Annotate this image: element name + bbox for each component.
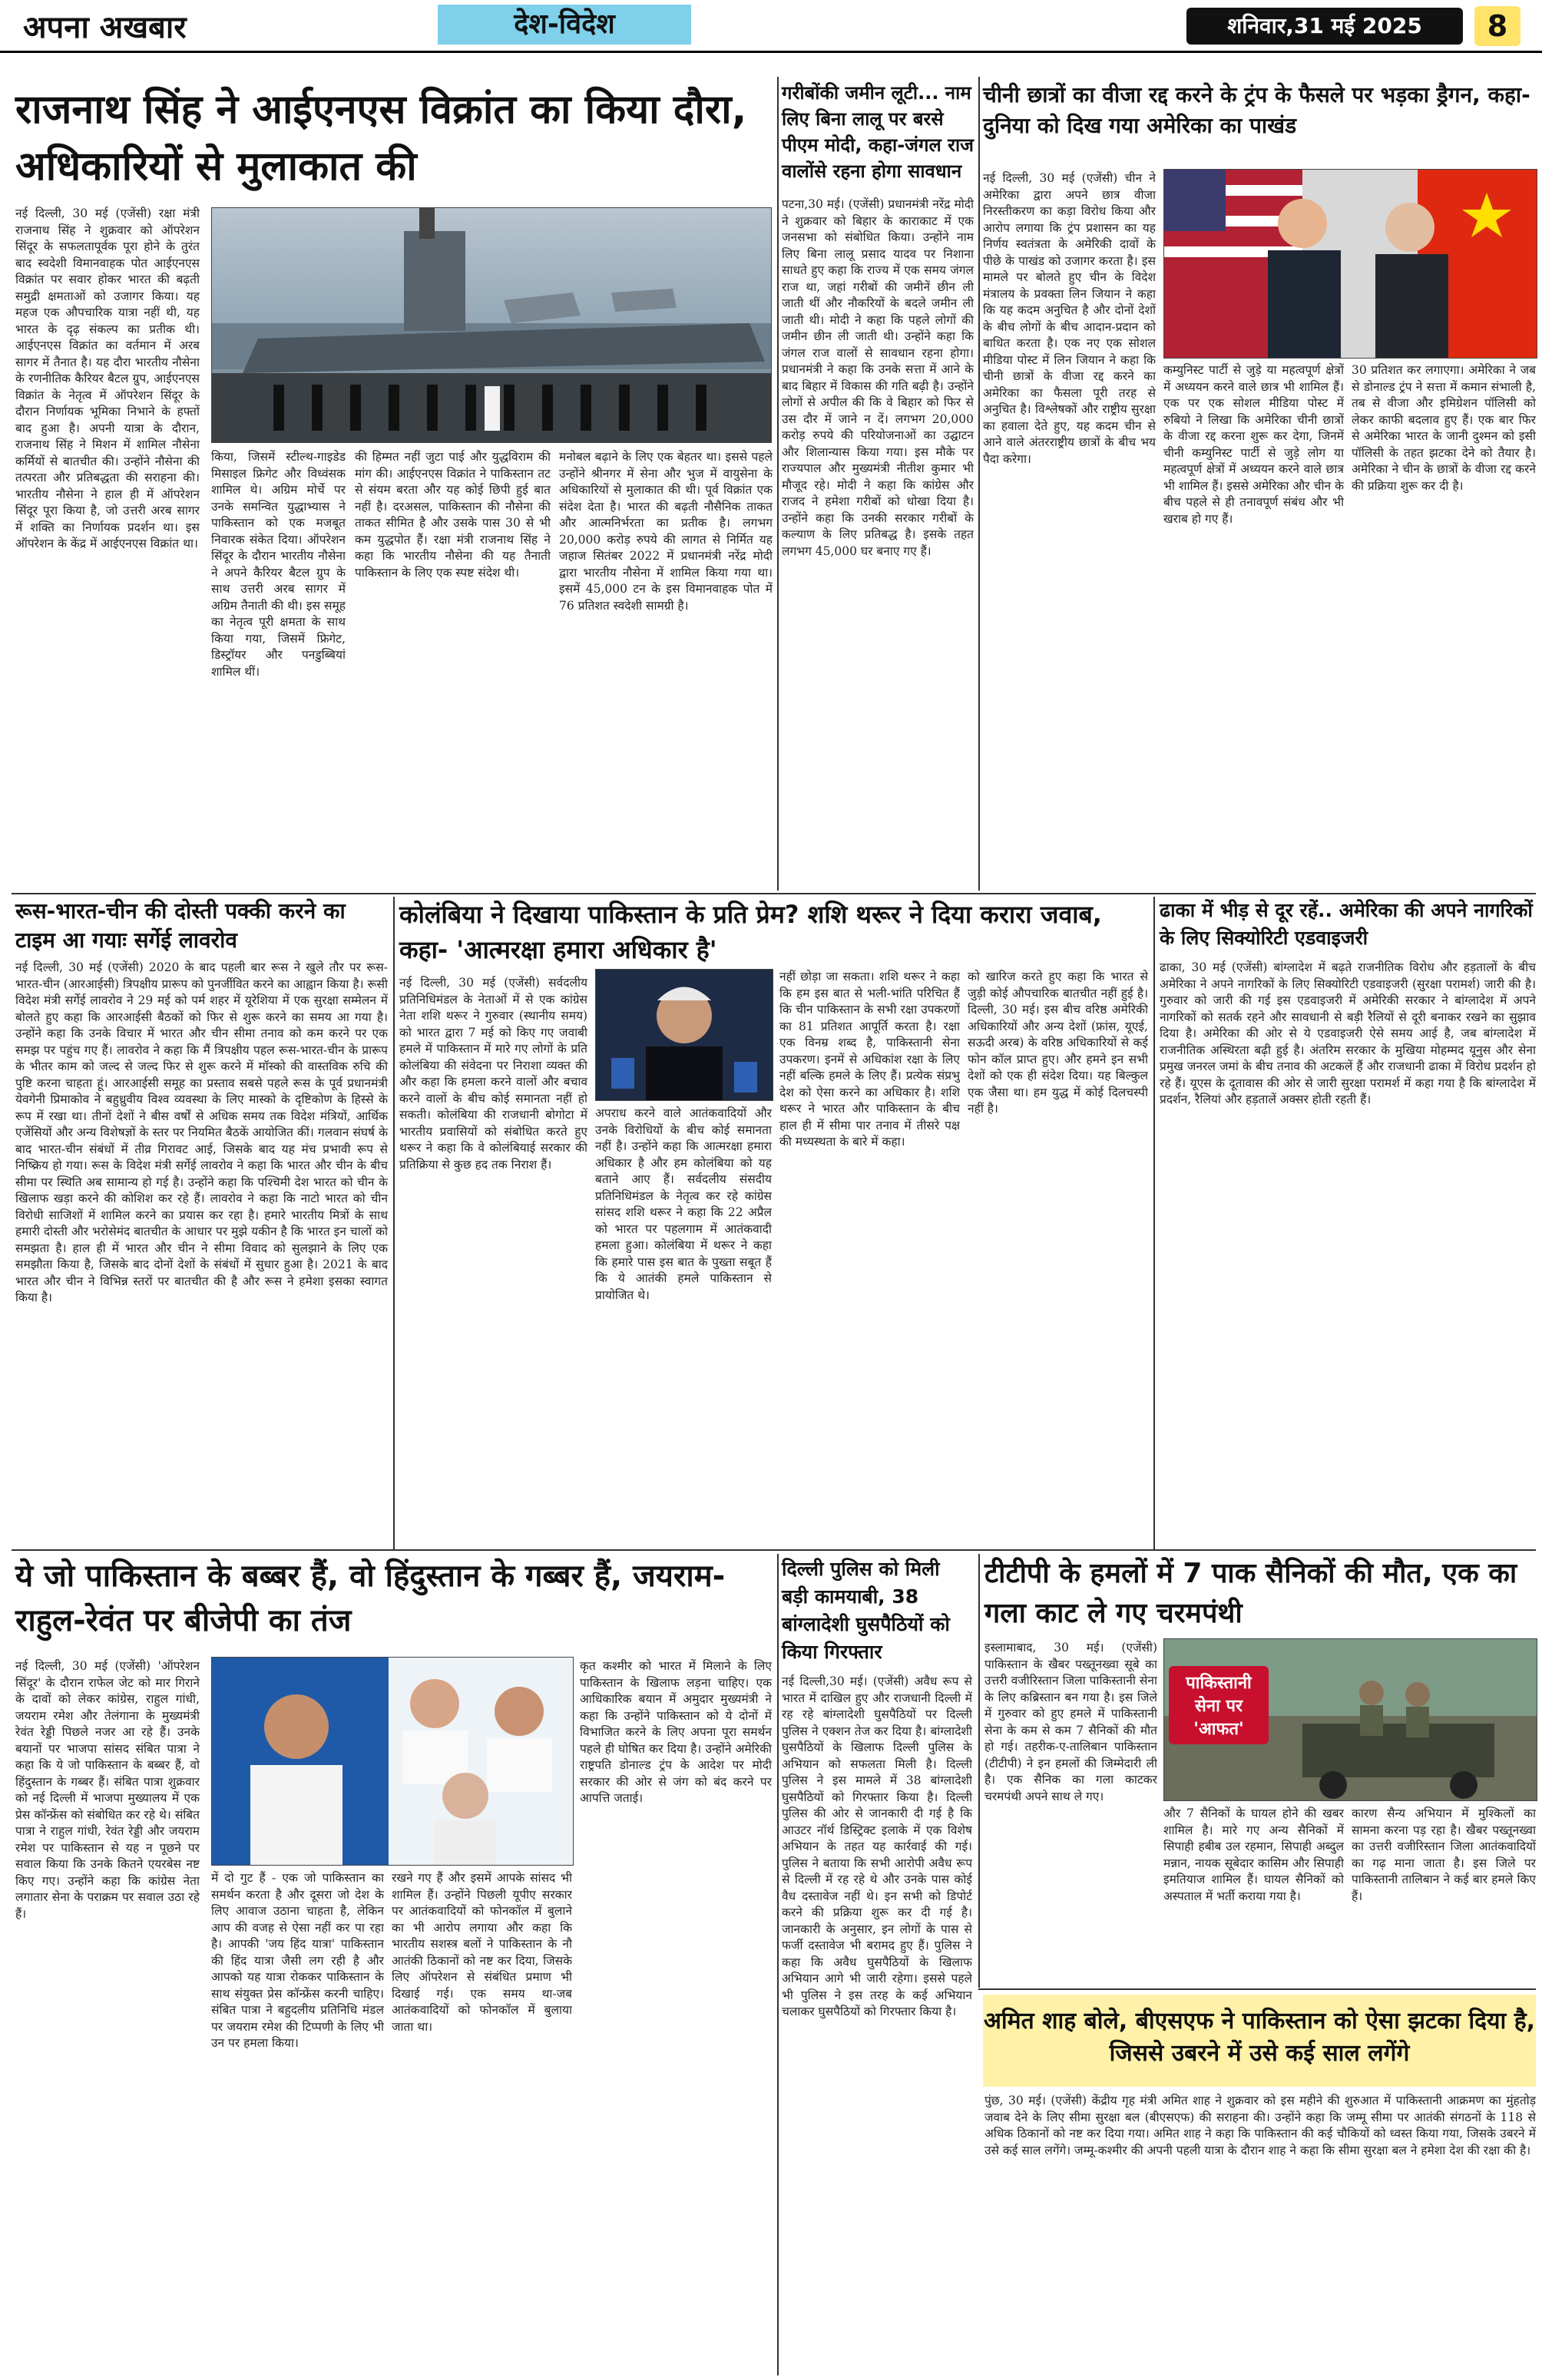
russia-text: नई दिल्ली, 30 मई (एजेंसी) 2020 के बाद पहली बार रूस ने खुले तौर पर रूस-भारत-चीन (आरआईसी) त्रिपक्षीय प्रारूप को पुनर्जीवित करने का आह्वान किया है। रूसी विदेश मंत्री सर्गेई लावरोव ने 29 मई को पर्म शहर में यूरेशिया में एक सुरक्षा सम्मेलन में बोलते हुए कहा कि आरआईसी बैठकों को फिर से शुरू करने का समय आ गया है। उन्होंने कहा कि उनके विचार में भारत और चीन सीमा तनाव को कम करने पर एक समझ पर पहुंच गए हैं। लावरोव ने कहा कि मैं त्रिपक्षीय पहल रूस-भारत-चीन के प्रारूप के भीतर काम को जल्द से जल्द फिर से शुरू करने में मॉस्को की वास्तविक रुचि की पुष्टि करना चाहता हूं। आरआईसी समूह का प्रस्ताव सबसे पहले रूस के पूर्व प्रधानमंत्री येवगेनी प्रिमाकोव ने बहुध्रुवीय विश्व व्यवस्था के लिए मास्को के दृष्टिकोण के हिस्से के रूप में रखा था। तीनों देशों ने बीस वर्षों से अधिक समय तक विदेश मंत्रियों, आर्थिक एजेंसियों और अन्य विशेषज्ञों के स्तर पर नियमित बैठकें आयोजित कीं। गलवान संघर्ष के बाद भारत-चीन संबंधों में तीव्र गिरावट आई, जिसके बाद यह मंच प्रभावी रूप से निष्क्रिय हो गया। रूस के विदेश मंत्री सर्गेई लावरोव ने कहा कि भारत और चीन के बीच सीमा पर स्थिति अब सामान्य हो गई है। उन्होंने कहा कि पश्चिमी देश भारत को चीन के खिलाफ खड़ा करने की कोशिश कर रहे हैं। लावरोव ने कहा कि नाटो भारत को चीन विरोधी साजिशों में शामिल करने का प्रयास कर रहा है। हमारे भारतीय मित्रों के साथ हमारी दोस्ती और भरोसेमंद बातचीत के आधार पर मुझे यकीन है कि भारत इन चालों को समझता है। हाल ही में भारत और चीन ने सीमा विवाद को सुलझाने के लिए एक समझौता किया है, जिसके बाद दोनों देशों के संबंधों में सुधार हुआ है। 2021 के बाद भारत और चीन ने विभिन्न स्तरों पर बातचीत की है और रूस ने हमेशा इसका स्वागत किया है। — [15, 960, 388, 1304]
dhaka-text-2: ढाका, 30 मई (एजेंसी) बांग्लादेश में बढ़ते राजनीतिक विरोध और हड़तालों के बीच अमेरिका ने अपने नागरिकों के लिए सिक्योरिटी एडवाइजरी (सुरक्षा परामर्श) जारी की है। गुरुवार को जारी की गई इस एडवाइजरी में अमेरिकी सरकार ने बांग्लादेश में अपने नागरिकों को सतर्क रहने और सावधानी से बड़ी रैलियों से दूरी बनाकर रखने का सुझाव दिया है। अमेरिका की ओर से ये एडवाइजरी ऐसे समय आई है, जब बांग्लादेश में राजनीतिक अस्थिरता बढ़ी हुई है। अंतरिम सरकार के मुखिया मोहम्मद यूनुस और सेना प्रमुख जनरल जमां के बीच तनाव की अटकलें हैं और राजधानी ढाका में विरोध प्रदर्शन हो रहे हैं। यूएस के दूतावास की ओर से जारी सुरक्षा परामर्श में कहा गया है कि बांग्लादेश में प्रदर्शन, रैलियां और हड़तालें अक्सर होती रहती हैं। — [1160, 960, 1536, 1106]
trump-xi-photo — [1163, 169, 1537, 359]
page-number: 8 — [1474, 6, 1520, 46]
headline-rajnath: राजनाथ सिंह ने आईएनएस विक्रांत का किया दौरा, अधिकारियों से मुलाकात की — [15, 87, 747, 190]
headline-china: चीनी छात्रों का वीजा रद्द करने के ट्रंप के फैसले पर भड़का ड्रैगन, कहा- दुनिया को दिख गया अमेरिका का पाखंड — [983, 82, 1530, 138]
jairam-text-1: नई दिल्ली, 30 मई (एजेंसी) 'ऑपरेशन सिंदूर' के दौरान राफेल जेट को मार गिराने के दावों को लेकर कांग्रेस, राहुल गांधी, जयराम रमेश और तेलंगाना के मुख्यमंत्री रेवंत रेड्डी पिछले नजर आ रहे हैं। उनके बयानों पर भाजपा सांसद संबित पात्रा ने कहा कि ये जो पाकिस्तान के बब्बर हैं, वो हिंदुस्तान के गब्बर हैं। संबित पात्रा शुक्रवार को नई दिल्ली में भाजपा मुख्यालय में एक प्रेस कॉन्फ्रेंस को संबोधित कर रहे थे। संबित पात्रा ने राहुल गांधी, रेवंत रेड्डी और जयराम रमेश पर पाकिस्तान से यह न पूछने पर सवाल किया कि उनके कितने एयरबेस नष्ट किए गए। उन्होंने कहा कि कांग्रेस नेता लगातार सेना के पराक्रम पर सवाल उठा रहे हैं। — [15, 1659, 200, 1921]
photo-caption-badge: पाकिस्तानी सेना पर 'आफत' — [1169, 1666, 1269, 1744]
jairam-text-3: रखने गए हैं और इसमें आपके सांसद भी शामिल हैं। उन्होंने पिछली यूपीए सरकार पर आतंकवादियों को फोनकॉल में बुलाने का भी आरोप लगाया और कहा कि भारतीय सशस्त्र बलों ने पाकिस्तान के नौ आतंकी ठिकानों को नष्ट कर दिया, जिसके लिए ऑपरेशन से संबंधित प्रमाण भी दिखाई गई। एक समय था-जब आतंकवादियों को फोनकॉल में बुलाया जाता था। — [392, 1871, 572, 2034]
carrier-photo — [211, 207, 772, 443]
tharoor-text-3: नहीं छोड़ा जा सकता। शशि थरूर ने कहा कि हम इस बात से भली-भांति परिचित हैं कि चीन पाकिस्तान के सभी रक्षा उपकरणों का 81 प्रतिशत आपूर्ति करता है। रक्षा एक विनम्र शब्द है, पाकिस्तानी सेना उपकरण। इनमें से अधिकांश रक्षा के लिए नहीं बल्कि हमले के लिए हैं। प्रत्येक संप्रभु देश को ऐसा करने का अधिकार है। शशि थरूर ने भारत और पाकिस्तान के बीच हाल ही में सीमा पार तनाव में तीसरे पक्ष की मध्यस्थता के बारे में कहा। — [779, 970, 960, 1149]
headline-ttp: टीटीपी के हमलों में 7 पाक सैनिकों की मौत, एक का गला काट ले गए चरमपंथी — [984, 1558, 1517, 1629]
politicians-illustration — [212, 1658, 573, 1865]
ttp-text-2: और 7 सैनिकों के घायल होने की खबर शामिल है। मारे गए अन्य सैनिकों में सिपाही हबीब उल रहमान, सिपाही अब्दुल मन्नान, नायक सूबेदार कासिम और सिपाही इमतियाज शामिल हैं। घायल सैनिकों को अस्पताल में भर्ती कराया गया है। — [1163, 1806, 1344, 1903]
headline-jairam: ये जो पाकिस्तान के बब्बर हैं, वो हिंदुस्तान के गब्बर हैं, जयराम-राहुल-रेवंत पर बीजेपी का तंज — [15, 1559, 726, 1638]
rajnath-text-3: की हिम्मत नहीं जुटा पाई और युद्धविराम की मांग की। आईएनएस विक्रांत ने पाकिस्तान तट से संयम बरता और यह कोई छिपी हुई बात नहीं है। दरअसल, पाकिस्तान की नौसेना की ताकत सीमित है और उसके पास 30 से भी कम युद्धपोत हैं। रक्षा मंत्री राजनाथ सिंह ने कहा कि भारतीय नौसेना की यह तैनाती पाकिस्तान के लिए एक स्पष्ट संदेश थी। — [355, 450, 551, 580]
section-label: देश-विदेश — [438, 5, 691, 45]
headline-tharoor: कोलंबिया ने दिखाया पाकिस्तान के प्रति प्रेम? शशि थरूर ने दिया करारा जवाब, कहा- 'आत्मरक्षा हमारा अधिकार है' — [399, 900, 1102, 964]
china-text-3: 30 प्रतिशत कर लगाएगा। अमेरिका ने जब से डोनाल्ड ट्रंप ने सत्ता में कमान संभाली है, तब से वीजा और इमिग्रेशन पॉलिसी को लेकर काफी बदलाव हुए हैं। एक बार फिर से अमेरिका भारत के जानी दुश्मन को इसी पॉलिसी के तहत झटका देने को तैयार है। अमेरिका ने चीन के छात्रों के वीजा रद्द करने की प्रक्रिया शुरू कर दी है। — [1352, 363, 1536, 493]
jairam-text-2: में दो गुट हैं - एक जो पाकिस्तान का समर्थन करता है और दूसरा जो देश के लिए आवाज उठाना चाहता है, लेकिन आप की वजह से ऐसा नहीं कर पा रहा है। आपकी 'जय हिंद यात्रा' पाकिस्तान की हिंद यात्रा जैसी लग रही है और आपको यह यात्रा रोककर पाकिस्तान के साथ संयुक्त प्रेस कॉन्फ्रेंस करनी चाहिए। संबित पात्रा ने बहुदलीय प्रतिनिधि मंडल पर जयराम रमेश की टिप्पणी के लिए भी उन पर हमला किया। — [211, 1871, 384, 2050]
headline-shah: अमित शाह बोले, बीएसएफ ने पाकिस्तान को ऐसा झटका दिया है, जिससे उबरने में उसे कई साल लगेंगे — [983, 2008, 1536, 2067]
newspaper-brand: अपना अखबार — [23, 10, 187, 45]
headline-delhi: दिल्ली पुलिस को मिली बड़ी कामयाबी, 38 बांग्लादेशी घुसपैठियों को किया गिरफ्तार — [782, 1558, 950, 1663]
tharoor-text-2: अपराध करने वाले आतंकवादियों और उनके विरोधियों के बीच कोई समानता नहीं है। उन्होंने कहा कि आत्मरक्षा हमारा अधिकार है और हम कोलंबिया को यह बताने आए हैं। सर्वदलीय संसदीय प्रतिनिधिमंडल के नेतृत्व कर रहे कांग्रेस सांसद शशि थरूर ने कहा कि 22 अप्रैल को भारत पर पहलगाम में आतंकवादी हमला हुआ। कोलंबिया में थरूर ने कहा कि हमारे पास इस बात के पुख्ता सबूत हैं कि ये आतंकी हमले पाकिस्तान से प्रायोजित थे। — [595, 1106, 772, 1302]
dhaka-text-1: को खारिज करते हुए कहा कि भारत से जुड़ी कोई औपचारिक बातचीत नहीं हुई है। दिल्ली, 30 मई। इस बीच वरिष्ठ अमेरिकी अधिकारियों और अन्य देशों (फ्रांस, यूएई, सऊदी अरब) के वरिष्ठ अधिकारियों से कई फोन कॉल प्राप्त हुए। और हमने इन सभी देशों को एक ही संदेश दिया। यह बिल्कुल एक जैसा था। हम युद्ध में कोई दिलचस्पी नहीं है। — [968, 970, 1148, 1116]
shah-text: पुंछ, 30 मई। (एजेंसी) केंद्रीय गृह मंत्री अमित शाह ने शुक्रवार को इस महीने की शुरुआत में पाकिस्तानी आक्रमण का मुंहतोड़ जवाब देने के लिए सीमा सुरक्षा बल (बीएसएफ) की सराहना की। उन्होंने कहा कि जम्मू सीमा पर आतंकी संगठनों के 118 से अधिक ठिकानों को नष्ट कर दिया गया। अमित शाह ने कहा कि पाकिस्तान की कई चौकियों को ध्वस्त किया गया, जिसके उबरने में उसे कई साल लगेंगे। जम्मू-कश्मीर की अपनी पहली यात्रा के दौरान शाह ने कहा कि सीमा सुरक्षा बल ने हमेशा देश की रक्षा की है। — [984, 2094, 1536, 2157]
tharoor-text-1: नई दिल्ली, 30 मई (एजेंसी) सर्वदलीय प्रतिनिधिमंडल के नेताओं में से एक कांग्रेस नेता शशि थरूर ने गुरुवार (स्थानीय समय) को भारत द्वारा 7 मई को किए गए जवाबी हमले में पाकिस्तान में मारे गए लोगों के प्रति कोलंबिया की संवेदना पर निराशा व्यक्त की और कहा कि हमला करने वालों और बचाव करने वालों के बीच कोई समानता नहीं हो सकती। कोलंबिया की राजधानी बोगोटा में भारतीय प्रवासियों को संबोधित करते हुए थरूर ने कहा कि वे कोलंबियाई सरकार की प्रतिक्रिया से कुछ हद तक निराश हैं। — [399, 976, 587, 1172]
delhi-text: नई दिल्ली,30 मई। (एजेंसी) अवैध रूप से भारत में दाखिल हुए और राजधानी दिल्ली में रह रहे बांग्लादेशी घुसपैठियों पर दिल्ली पुलिस ने एक्शन तेज कर दिया है। बांग्लादेशी घुसपैठियों के खिलाफ दिल्ली पुलिस के अभियान को सफलता मिली है। दिल्ली पुलिस ने इस मामले में 38 बांग्लादेशी घुसपैठियों को गिरफ्तार किया है। दिल्ली पुलिस की ओर से जानकारी दी गई है कि आउटर नॉर्थ डिस्ट्रिक्ट इलाके में एक विशेष अभियान के तहत यह कार्रवाई की गई। पुलिस ने बताया कि सभी आरोपी अवैध रूप से दिल्ली में रह रहे थे और उनके पास कोई वैध दस्तावेज नहीं थे। इन सभी को डिपोर्ट करने की प्रक्रिया शुरू कर दी गई है। जानकारी के अनुसार, इन लोगों के पास से फर्जी दस्तावेज भी बरामद हुए हैं। पुलिस ने कहा कि अवैध घुसपैठियों के खिलाफ अभियान आगे भी जारी रहेगा। इससे पहले भी पुलिस ने इस तरह के कई अभियान चलाकर घुसपैठियों को गिरफ्तार किया है। — [782, 1674, 972, 2018]
tharoor-photo — [595, 969, 773, 1101]
headline-russia: रूस-भारत-चीन की दोस्ती पक्की करने का टाइम आ गयाः सर्गेई लावरोव — [15, 898, 346, 953]
shah-headline-box — [983, 1995, 1536, 2087]
lalu-text: पटना,30 मई। (एजेंसी) प्रधानमंत्री नरेंद्र मोदी ने शुक्रवार को बिहार के काराकाट में एक जनसभा को संबोधित किया। उन्होंने नाम लिए बिना लालू प्रसाद यादव पर निशाना साधते हुए कहा कि राज्य में एक समय जंगल राज था, जहां गरीबों की जमीनें छीन ली जाती थीं और नौकरियों के बदले जमीन ली जाती थी। मोदी ने कहा कि पहले लोगों की जमीन छीन ली जाती थी। उन्होंने कहा कि जंगल राज वालों से सावधान रहना होगा। प्रधानमंत्री ने कहा कि उनके सत्ता में आने के बाद बिहार में विकास की गति बढ़ी है। उन्होंने लोगों से अपील की कि वे बिहार को फिर से उस दौर में जाने न दें। लगभग 20,000 करोड़ रुपये की परियोजनाओं का उद्घाटन और शिलान्यास किया गया। इस मौके पर राज्यपाल और मुख्यमंत्री नीतीश कुमार भी मौजूद रहे। मोदी ने कहा कि कांग्रेस और राजद ने हमेशा गरीबों को धोखा दिया है। उन्होंने कहा कि उनकी सरकार गरीबों के कल्याण के लिए प्रतिबद्ध है। इसके तहत लगभग 45,000 घर बनाए गए हैं। — [782, 197, 974, 558]
headline-lalu: गरीबोंकी जमीन लूटी... नाम लिए बिना लालू पर बरसे पीएम मोदी, कहा-जंगल राज वालोंसे रहना होगा सावधान — [782, 82, 974, 182]
speaker-illustration — [596, 970, 773, 1100]
rajnath-text-1: नई दिल्ली, 30 मई (एजेंसी) रक्षा मंत्री राजनाथ सिंह ने शुक्रवार को ऑपरेशन सिंदूर के सफलतापूर्वक पूरा होने के तुरंत बाद स्वदेशी विमानवाहक पोत आईएनएस विक्रांत पर सवार होकर भारत की बढ़ती समुद्री क्षमताओं को उजागर किया। यह महज एक औपचारिक यात्रा नहीं थी, यह भारत के दृढ़ संकल्प का प्रतीक थी। आईएनएस विक्रांत का वर्तमान में अरब सागर में तैनात है। यह दौरा भारतीय नौसेना के रणनीतिक कैरियर बैटल ग्रुप, आईएनएस विक्रांत के नेतृत्व में ऑपरेशन सिंदूर के दौरान निर्णायक भूमिका निभाने के हफ्तों बाद हुआ है। अपनी यात्रा के दौरान, राजनाथ सिंह ने मिशन में शामिल नौसेना कर्मियों से बातचीत की। उन्होंने नौसेना की तत्परता और प्रतिबद्धता की सराहना की। भारतीय नौसेना ने हाल ही में ऑपरेशन सिंदूर पूरा किया है, जो उत्तरी अरब सागर में शक्ति का निर्णायक प्रदर्शन था। इस ऑपरेशन के केंद्र में आईएनएस विक्रांत था। — [15, 207, 200, 550]
aircraft-carrier-illustration — [212, 208, 771, 442]
ttp-text-3: कारण सैन्य अभियान में मुश्किलों का सामना करना पड़ रहा है। खैबर पख्तूनख्वा का उत्तरी वजीरिस्तान जिला आतंकवादियों का गढ़ माना जाता है। इस जिले पर पाकिस्तानी तालिबान ने कई बार हमले किए हैं। — [1352, 1806, 1536, 1903]
masthead — [0, 0, 1542, 53]
flags-and-leaders-illustration — [1164, 170, 1537, 358]
headline-dhaka: ढाका में भीड़ से दूर रहें.. अमेरिका की अपने नागरिकों के लिए सिक्योरिटी एडवाइजरी — [1160, 899, 1533, 949]
china-text-2: कम्युनिस्ट पार्टी से जुड़े या महत्वपूर्ण क्षेत्रों में अध्ययन करने वाले छात्र भी शामिल हैं। एक पर एक सोशल मीडिया पोस्ट में रुबियो ने लिखा कि अमेरिका चीनी छात्रों के वीजा रद्द करना शुरू कर देगा, जिनमें चीनी कम्युनिस्ट पार्टी से जुड़े लोग या महत्वपूर्ण क्षेत्रों में अध्ययन करने वाले छात्र भी शामिल हैं। इससे अमेरिका और चीन के बीच पहले से ही तनावपूर्ण संबंध और भी खराब हो गए हैं। — [1163, 363, 1344, 526]
rajnath-text-4: मनोबल बढ़ाने के लिए एक बेहतर था। इससे पहले उन्होंने श्रीनगर में सेना और भुज में वायुसेना के अधिकारियों से मुलाकात की थी। पूर्व विक्रांत एक संदेश देता है। भारत की बढ़ती नौसैनिक ताकत और आत्मनिर्भरता का प्रतीक है। लगभग 20,000 करोड़ रुपये की लागत से निर्मित यह जहाज सितंबर 2022 में प्रधानमंत्री नरेंद्र मोदी द्वारा भारतीय नौसेना में शामिल किया गया था। इसमें 45,000 टन के इस विमानवाहक पोत में 76 प्रतिशत स्वदेशी सामग्री है। — [559, 450, 773, 613]
jairam-text-4: कृत कश्मीर को भारत में मिलाने के लिए पाकिस्तान के खिलाफ लड़ना चाहिए। एक आधिकारिक बयान में अमुदार मुख्यमंत्री ने कहा कि उन्होंने पाकिस्तान को ये दोनों में विभाजित करने के लिए अपना पूरा समर्थन पहले ही घोषित कर दिया है। उन्होंने अमेरिकी राष्ट्रपति डोनाल्ड ट्रंप के आदेश पर मोदी सरकार की ओर से जंग को बंद करने पर आपत्ति जताई। — [580, 1659, 772, 1805]
ttp-text-1: इस्लामाबाद, 30 मई। (एजेंसी) पाकिस्तान के खैबर पख्तूनख्वा सूबे का उत्तरी वजीरिस्तान जिला पाकिस्तानी सेना के लिए कब्रिस्तान बन गया है। इस जिले में गुरुवार को हुए हमले में पाकिस्तानी सेना के कम से कम 7 सैनिकों की मौत हो गई। तहरीक-ए-तालिबान पाकिस्तान (टीटीपी) ने इन हमलों की जिम्मेदारी ली है। एक सैनिक का गला काटकर चरमपंथी अपने साथ ले गए। — [984, 1641, 1157, 1803]
rajnath-text-2: किया, जिसमें स्टील्थ-गाइडेड मिसाइल फ्रिगेट और विध्वंसक शामिल थे। अग्रिम मोर्चे पर उनके समन्वित युद्धाभ्यास ने पाकिस्तान को एक मजबूत निवारक संकेत दिया। ऑपरेशन सिंदूर के दौरान भारतीय नौसेना ने अपने कैरियर बैटल ग्रुप के साथ उत्तरी अरब सागर में अग्रिम तैनाती की थी। इस समूह का नेतृत्व पूरी क्षमता के साथ किया गया, जिसमें फ्रिगेट, डिस्ट्रॉयर और पनडुब्बियां शामिल थीं। — [211, 450, 346, 679]
china-text-1: नई दिल्ली, 30 मई (एजेंसी) चीन ने अमेरिका द्वारा अपने छात्र वीजा निरस्तीकरण का कड़ा विरोध किया और आरोप लगाया कि ट्रंप प्रशासन का यह निर्णय स्वतंत्रता के अमेरिकी दावों के पीछे के पाखंड को उजागर करता है। इस मामले पर बोलते हुए चीन के विदेश मंत्रालय के प्रवक्ता लिन जियान ने कहा कि यह कदम अनुचित है और दोनों देशों के बीच लोगों के बीच आदान-प्रदान को बाधित करता है। एक नए एक सोशल मीडिया पोस्ट में लिन जियान ने कहा कि चीनी छात्रों के वीजा रद्द करने का अमेरिका का फैसला पूरी तरह से अनुचित है। विश्लेषकों और राष्ट्रीय सुरक्षा का हवाला देते हुए, यह कदम चीन से आने वाले अंतरराष्ट्रीय छात्रों के बीच भय पैदा करेगा। — [983, 171, 1156, 466]
politicians-photo — [211, 1657, 574, 1866]
issue-date: शनिवार,31 मई 2025 — [1186, 8, 1463, 45]
